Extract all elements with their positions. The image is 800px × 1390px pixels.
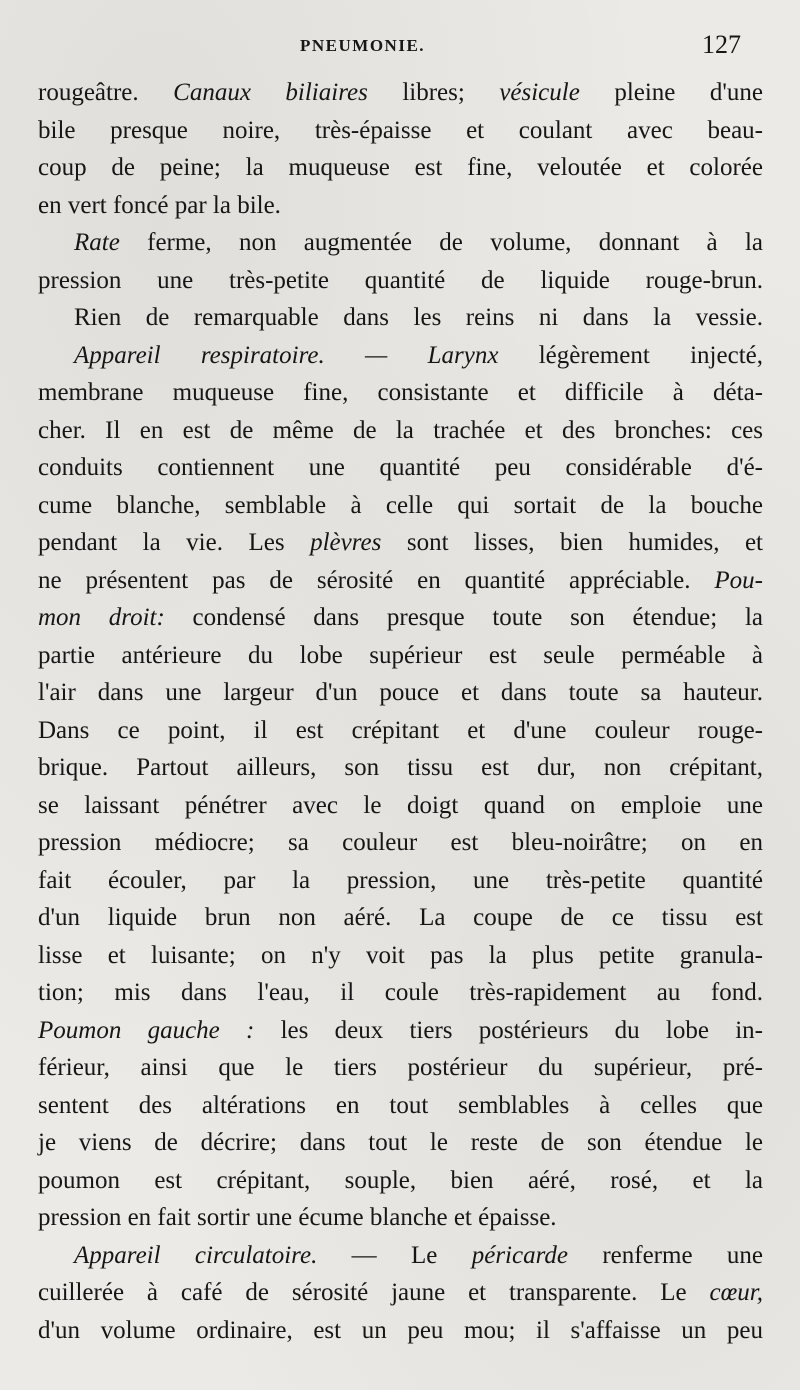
text-segment: sont lisses, bien humides, et [381, 529, 763, 556]
text-segment: coup de peine; la muqueuse est fine, veloutée et colorée [38, 154, 763, 181]
text-line [38, 637, 763, 675]
italic-text: plèvres [310, 529, 382, 556]
text-line [38, 1124, 763, 1162]
text-segment: rougeâtre. [38, 79, 174, 106]
text-segment: d'un volume ordinaire, est un peu mou; il s'affaisse un peu [38, 1316, 763, 1344]
text-segment: légèrement injecté, [498, 341, 763, 369]
text-segment: libres; [367, 79, 500, 106]
text-segment: condensé dans presque toute son étendue; la [164, 604, 763, 631]
text-line [38, 524, 763, 562]
text-line [38, 862, 763, 900]
text-line [38, 374, 763, 412]
text-line [38, 449, 763, 487]
page-number: 127 [702, 30, 741, 59]
text-line [38, 1087, 763, 1125]
text-line [38, 1237, 763, 1275]
text-line [38, 1199, 763, 1237]
text-segment: pression en fait sortir une écume blanche et épaisse. [38, 1204, 557, 1231]
text-segment: se laissant pénétrer avec le doigt quand on emploie une [38, 791, 763, 819]
text-segment: l'air dans une largeur d'un pouce et dans toute sa hauteur. [38, 679, 763, 706]
text-line [38, 1312, 763, 1350]
italic-text: mon droit: [38, 604, 165, 631]
text-line [38, 599, 763, 637]
text-segment: cher. Il en est de même de la trachée et des bronches: ces [38, 416, 763, 444]
italic-text: vésicule [499, 79, 580, 106]
text-line [38, 562, 763, 600]
text-line [38, 187, 763, 225]
text-line [38, 262, 763, 300]
text-line [38, 112, 763, 150]
text-line [38, 412, 763, 450]
text-segment: pleine d'une [579, 79, 764, 106]
text-segment: Rien de remarquable dans les reins ni dans la vessie. [74, 304, 763, 331]
italic-text: Pou- [714, 566, 763, 594]
page-header [0, 30, 800, 64]
text-segment: — Le [317, 1241, 472, 1269]
text-line [38, 712, 763, 750]
text-segment: ne présentent pas de sérosité en quantité appréciable. [38, 566, 715, 594]
text-segment: pression une très-petite quantité de liquide rouge-brun. [38, 266, 763, 294]
text-segment: d'un liquide brun non aéré. La coupe de ce tissu est [38, 904, 763, 931]
running-head: PNEUMONIE. [300, 36, 426, 55]
text-segment: en vert foncé par la bile. [38, 191, 281, 219]
text-line [38, 337, 763, 375]
text-segment: ferme, non augmentée de volume, donnant à la [119, 229, 763, 256]
text-line [38, 1012, 763, 1050]
italic-text: péricarde [471, 1241, 568, 1269]
italic-text: Appareil respiratoire. — Larynx [74, 341, 499, 369]
text-segment: bile presque noire, très-épaisse et coulant avec beau- [38, 116, 763, 144]
text-line [38, 74, 763, 112]
text-segment: poumon est crépitant, souple, bien aéré, rosé, et la [38, 1166, 763, 1194]
text-segment: partie antérieure du lobe supérieur est seule perméable à [38, 641, 763, 669]
text-segment: Dans ce point, il est crépitant et d'une couleur rouge- [38, 716, 763, 744]
italic-text: Canaux biliaires [173, 79, 368, 106]
text-line [38, 1162, 763, 1200]
text-segment: pression médiocre; sa couleur est bleu-noirâtre; on en [38, 829, 763, 856]
text-segment: conduits contiennent une quantité peu considérable d'é- [38, 454, 763, 481]
text-segment: membrane muqueuse fine, consistante et difficile à déta- [38, 379, 763, 406]
text-segment: je viens de décrire; dans tout le reste de son étendue le [38, 1129, 763, 1156]
text-line [38, 899, 763, 937]
text-segment: sentent des altérations en tout semblables à celles que [38, 1091, 763, 1119]
text-segment: lisse et luisante; on n'y voit pas la plus petite granula- [38, 941, 763, 969]
italic-text: Poumon gauche : [38, 1016, 255, 1044]
text-segment: renferme une [568, 1241, 763, 1269]
text-segment: les deux tiers postérieurs du lobe in- [254, 1016, 763, 1044]
text-segment: cuillerée à café de sérosité jaune et transparente. Le [38, 1279, 710, 1306]
text-segment: brique. Partout ailleurs, son tissu est dur, non crépitant, [38, 754, 763, 781]
italic-text: Rate [74, 229, 120, 256]
text-line [38, 824, 763, 862]
body-text [38, 74, 763, 1349]
text-line [38, 937, 763, 975]
text-segment: férieur, ainsi que le tiers postérieur du supérieur, pré- [38, 1054, 763, 1081]
text-line [38, 299, 763, 337]
text-line [38, 1049, 763, 1087]
text-line [38, 974, 763, 1012]
italic-text: Appareil circulatoire. [74, 1241, 318, 1269]
text-line [38, 674, 763, 712]
text-line [38, 149, 763, 187]
text-segment: tion; mis dans l'eau, il coule très-rapidement au fond. [38, 979, 763, 1006]
italic-text: cœur, [709, 1279, 763, 1306]
text-line [38, 487, 763, 525]
text-line [38, 787, 763, 825]
text-line [38, 749, 763, 787]
text-line [38, 224, 763, 262]
text-line [38, 1274, 763, 1312]
text-segment: fait écouler, par la pression, une très-petite quantité [38, 866, 763, 894]
text-segment: cume blanche, semblable à celle qui sortait de la bouche [38, 491, 763, 519]
text-segment: pendant la vie. Les [38, 529, 311, 556]
